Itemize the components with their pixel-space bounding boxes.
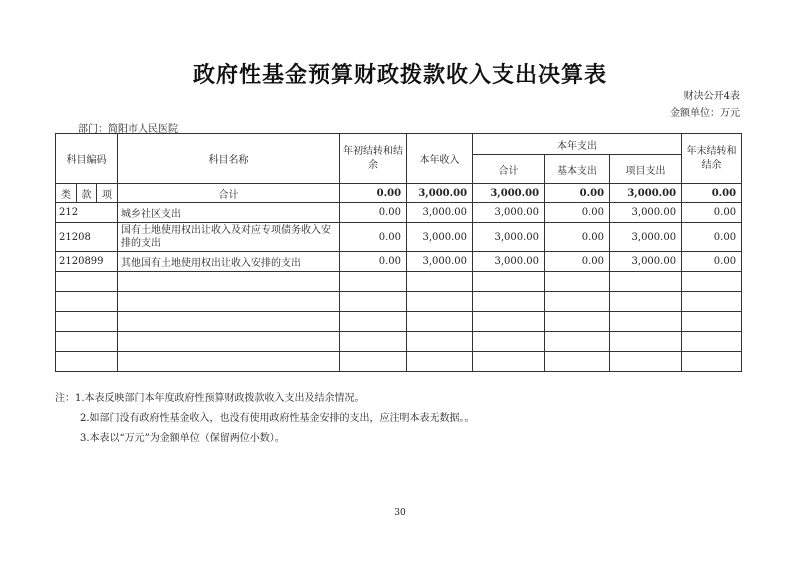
basic-expenditure: 0.00 (545, 203, 610, 223)
project-expenditure: 3,000.00 (610, 203, 682, 223)
header-income: 本年收入 (407, 134, 473, 184)
subject-code: 21208 (56, 223, 118, 252)
total-row (56, 184, 742, 203)
subject-name: 其他国有土地使用权出让收入安排的支出 (118, 252, 340, 272)
note-3: 3.本表以“万元”为金额单位（保留两位小数）。 (80, 433, 285, 444)
header-lei: 类 (56, 184, 77, 203)
empty-row (56, 292, 742, 312)
empty-row (56, 272, 742, 292)
subject-code: 212 (56, 203, 118, 223)
total-label: 合计 (118, 184, 340, 203)
total-expenditure: 3,000.00 (473, 184, 545, 203)
total-closing: 0.00 (682, 184, 742, 203)
page-number: 30 (394, 508, 406, 518)
table-row (56, 203, 742, 223)
subject-name: 国有土地使用权出让收入及对应专项债务收入安排的支出 (118, 223, 340, 252)
table-row (56, 223, 742, 252)
expenditure-total: 3,000.00 (473, 223, 545, 252)
basic-expenditure: 0.00 (545, 223, 610, 252)
opening-balance: 0.00 (340, 252, 407, 272)
expenditure-total: 3,000.00 (473, 252, 545, 272)
subject-code: 2120899 (56, 252, 118, 272)
header-subject-name: 科目名称 (118, 134, 340, 184)
notes (55, 389, 475, 449)
income: 3,000.00 (407, 223, 473, 252)
header-kuan: 款 (77, 184, 97, 203)
expenditure-total: 3,000.00 (473, 203, 545, 223)
empty-row (56, 312, 742, 332)
header-total: 合计 (473, 155, 545, 184)
header-expenditure-group: 本年支出 (473, 134, 682, 155)
total-income: 3,000.00 (407, 184, 473, 203)
subject-name: 城乡社区支出 (118, 203, 340, 223)
fund-table (55, 133, 742, 372)
header-subject-code: 科目编码 (56, 134, 118, 184)
amount-unit: 金额单位：万元 (670, 108, 740, 119)
total-project: 3,000.00 (610, 184, 682, 203)
form-code: 财决公开4表 (683, 91, 740, 102)
basic-expenditure: 0.00 (545, 252, 610, 272)
closing-balance: 0.00 (682, 203, 742, 223)
project-expenditure: 3,000.00 (610, 223, 682, 252)
note-1: 注：1.本表反映部门本年度政府性预算财政拨款收入支出及结余情况。 (55, 393, 365, 404)
department-label: 部门：简阳市人民医院 (78, 124, 178, 135)
opening-balance: 0.00 (340, 223, 407, 252)
header-project: 项目支出 (610, 155, 682, 184)
header-closing-balance: 年末结转和结余 (682, 134, 742, 184)
note-2: 2.如部门没有政府性基金收入，也没有使用政府性基金安排的支出，应注明本表无数据。。 (80, 413, 475, 424)
empty-row (56, 332, 742, 352)
total-basic: 0.00 (545, 184, 610, 203)
income: 3,000.00 (407, 203, 473, 223)
opening-balance: 0.00 (340, 203, 407, 223)
closing-balance: 0.00 (682, 223, 742, 252)
header-opening-balance: 年初结转和结余 (340, 134, 407, 184)
project-expenditure: 3,000.00 (610, 252, 682, 272)
income: 3,000.00 (407, 252, 473, 272)
header-xiang: 项 (97, 184, 118, 203)
empty-row (56, 352, 742, 372)
header-basic: 基本支出 (545, 155, 610, 184)
total-opening: 0.00 (340, 184, 407, 203)
closing-balance: 0.00 (682, 252, 742, 272)
table-row (56, 252, 742, 272)
page-title: 政府性基金预算财政拨款收入支出决算表 (192, 63, 607, 88)
